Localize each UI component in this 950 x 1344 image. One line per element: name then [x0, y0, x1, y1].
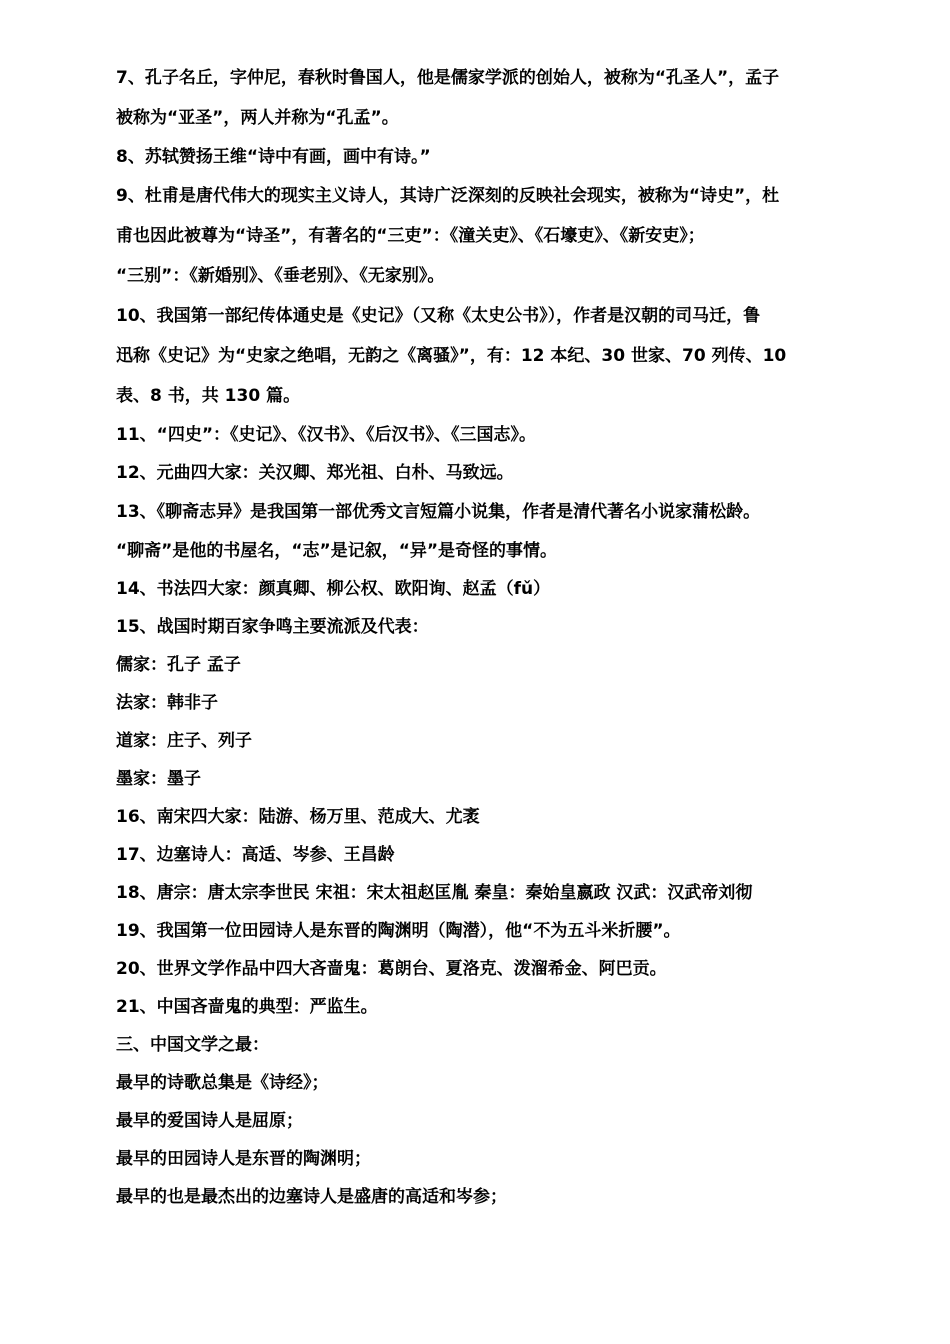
text-line-21: 17、边塞诗人：高适、岑参、王昌龄	[116, 845, 395, 865]
text-line-30: 最早的也是最杰出的边塞诗人是盛唐的高适和岑参；	[116, 1187, 507, 1207]
text-line-1: 7、孔子名丘，字仲尼，春秋时鲁国人，他是儒家学派的创始人，被称为“孔圣人”，孟子	[116, 68, 780, 88]
text-line-6: “三别”：《新婚别》、《垂老别》、《无家别》。	[116, 266, 445, 286]
text-line-8: 迅称《史记》为“史家之绝唱，无韵之《离骚》”，有：12 本纪、30 世家、70 列传、10	[116, 346, 787, 366]
text-line-28: 最早的爱国诗人是屈原；	[116, 1111, 303, 1131]
text-line-10: 11、“四史”：《史记》、《汉书》、《后汉书》、《三国志》。	[116, 425, 537, 445]
text-line-11: 12、元曲四大家：关汉卿、郑光祖、白朴、马致远。	[116, 463, 514, 483]
text-line-19: 墨家：墨子	[116, 769, 201, 789]
text-line-22: 18、唐宗：唐太宗李世民 宋祖：宋太祖赵匡胤 秦皇：秦始皇嬴政 汉武：汉武帝刘彻	[116, 883, 753, 903]
text-line-25: 21、中国吝啬鬼的典型：严监生。	[116, 997, 378, 1017]
text-line-4: 9、杜甫是唐代伟大的现实主义诗人，其诗广泛深刻的反映社会现实，被称为“诗史”，杜	[116, 186, 780, 206]
text-line-12: 13、《聊斋志异》是我国第一部优秀文言短篇小说集，作者是清代著名小说家蒲松龄。	[116, 502, 761, 522]
text-line-24: 20、世界文学作品中四大吝啬鬼：葛朗台、夏洛克、泼溜希金、阿巴贡。	[116, 959, 667, 979]
text-line-23: 19、我国第一位田园诗人是东晋的陶渊明（陶潜），他“不为五斗米折腰”。	[116, 921, 681, 941]
text-line-14: 14、书法四大家：颜真卿、柳公权、欧阳询、赵孟（fǔ）	[116, 579, 551, 599]
text-line-13: “聊斋”是他的书屋名，“志”是记叙，“异”是奇怪的事情。	[116, 541, 558, 561]
text-line-3: 8、苏轼赞扬王维“诗中有画，画中有诗。”	[116, 147, 431, 167]
text-line-7: 10、我国第一部纪传体通史是《史记》（又称《太史公书》），作者是汉朝的司马迁，鲁	[116, 306, 761, 326]
text-line-26: 三、中国文学之最：	[116, 1035, 269, 1055]
text-line-27: 最早的诗歌总集是《诗经》；	[116, 1073, 329, 1093]
text-line-29: 最早的田园诗人是东晋的陶渊明；	[116, 1149, 371, 1169]
text-line-9: 表、8 书，共 130 篇。	[116, 386, 301, 406]
text-line-17: 法家：韩非子	[116, 693, 218, 713]
text-line-15: 15、战国时期百家争鸣主要流派及代表：	[116, 617, 429, 637]
text-line-20: 16、南宋四大家：陆游、杨万里、范成大、尤袤	[116, 807, 480, 827]
text-line-16: 儒家：孔子 孟子	[116, 655, 241, 675]
text-line-18: 道家：庄子、列子	[116, 731, 252, 751]
text-line-5: 甫也因此被尊为“诗圣”，有著名的“三吏”：《潼关吏》、《石壕吏》、《新安吏》；	[116, 226, 705, 246]
text-line-2: 被称为“亚圣”，两人并称为“孔孟”。	[116, 108, 399, 128]
